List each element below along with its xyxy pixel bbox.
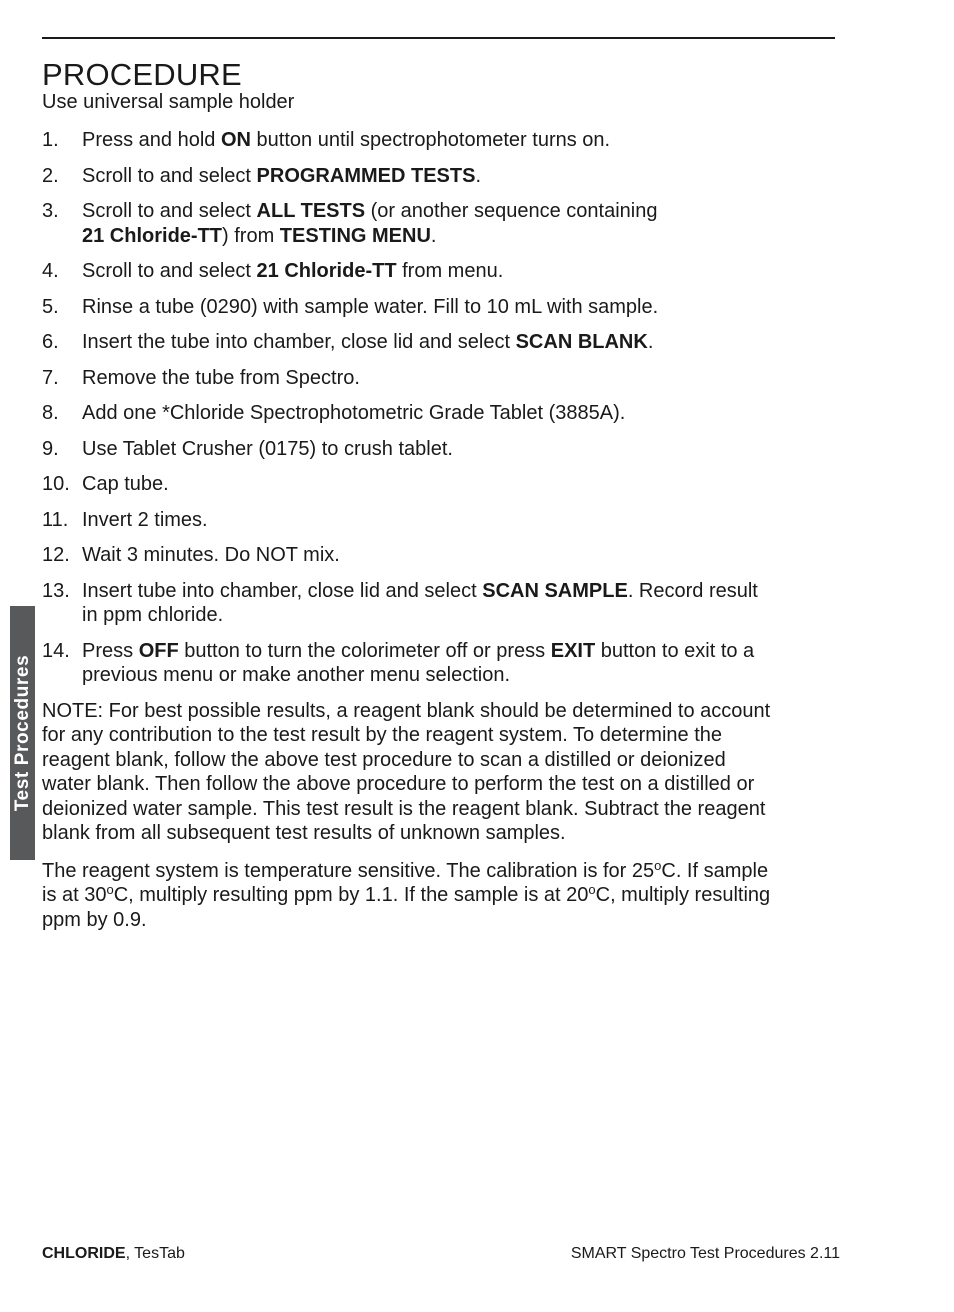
degree-mark: o <box>588 882 596 898</box>
procedure-steps <box>42 128 842 699</box>
step-text: Insert the tube into chamber, close lid and select <box>82 331 516 353</box>
step-number: 9. <box>42 437 59 460</box>
procedure-step <box>42 401 842 426</box>
procedure-step <box>42 199 842 248</box>
note-line: deionized water sample. This test result is the reagent blank. Subtract the reagent <box>42 797 766 820</box>
step-keyword: 21 Chloride-TT <box>82 224 223 247</box>
step-number: 10. <box>42 473 70 495</box>
step-number: 5. <box>42 295 59 318</box>
procedure-step <box>42 164 842 189</box>
procedure-step <box>42 508 842 533</box>
procedure-step <box>42 543 842 568</box>
top-rule <box>42 37 835 39</box>
step-number: 13. <box>42 579 70 602</box>
step-text: Scroll to and select <box>82 200 257 222</box>
step-text: . <box>475 164 481 187</box>
step-number: 6. <box>42 331 59 353</box>
note-line: reagent blank, follow the above test procedure to scan a distilled or deionized <box>42 748 726 771</box>
step-text: Add one *Chloride Spectrophotometric Grade Tablet (3885A). <box>82 402 626 424</box>
procedure-step <box>42 295 842 320</box>
step-text: Wait 3 minutes. Do NOT mix. <box>82 544 340 566</box>
procedure-step <box>42 330 842 355</box>
step-number: 12. <box>42 544 70 566</box>
step-number: 1. <box>42 129 59 151</box>
step-number: 3. <box>42 200 59 222</box>
step-text: Insert tube into chamber, close lid and select <box>82 579 483 602</box>
degree-mark: o <box>106 882 114 898</box>
step-text: in ppm chloride. <box>82 604 224 626</box>
step-text: Invert 2 times. <box>82 508 208 531</box>
procedure-step <box>42 366 842 391</box>
step-keyword: 21 Chloride-TT <box>256 260 397 282</box>
step-text: button to turn the colorimeter off or press <box>178 639 551 662</box>
intro-text: Use universal sample holder <box>42 91 295 113</box>
step-text: from menu. <box>396 260 504 282</box>
step-keyword: EXIT <box>550 639 596 662</box>
note-line: blank from all subsequent test results of unknown samples. <box>42 822 566 845</box>
section-side-tab <box>10 606 35 860</box>
step-number: 14. <box>42 639 70 662</box>
procedure-step <box>42 639 842 688</box>
step-keyword: TESTING MENU <box>279 224 431 247</box>
side-tab-label: Test Procedures <box>11 654 33 812</box>
step-keyword: SCAN BLANK <box>515 331 648 353</box>
step-text: Press <box>82 639 139 662</box>
step-text: Cap tube. <box>82 473 169 495</box>
procedure-step <box>42 128 842 153</box>
footer-test-name: CHLORIDE, TesTab <box>42 1245 185 1262</box>
step-text: (or another sequence containing <box>365 200 658 222</box>
step-number: 2. <box>42 164 59 187</box>
step-number: 4. <box>42 260 59 282</box>
procedure-step <box>42 437 842 462</box>
procedure-step <box>42 579 842 628</box>
step-keyword: PROGRAMMED TESTS <box>256 164 476 187</box>
step-text: Use Tablet Crusher (0175) to crush tablet. <box>82 437 453 460</box>
step-keyword: ALL TESTS <box>256 200 366 222</box>
step-number: 8. <box>42 402 59 424</box>
step-text: button until spectrophotometer turns on. <box>250 129 611 151</box>
step-text: Scroll to and select <box>82 260 257 282</box>
footer-page-label: SMART Spectro Test Procedures 2.11 <box>570 1245 840 1262</box>
step-text: . Record result <box>627 579 758 602</box>
step-keyword: ON <box>220 129 251 151</box>
step-text: . <box>430 224 437 247</box>
temperature-note: The reagent system is temperature sensitive. The calibration is for 25$^o$C. If sample is at 30$^o$C, multiply resulting ppm by 1.1. If the sample is at 20$^o$C, multiply resulting ppm by 0.9. <box>42 858 771 931</box>
note-line: for any contribution to the test result by the reagent system. To determine the <box>42 724 722 747</box>
step-text: . <box>647 331 654 353</box>
reagent-blank-note <box>42 699 842 845</box>
page-title: PROCEDURE <box>42 56 242 92</box>
step-text: Press and hold <box>82 129 221 151</box>
procedure-step <box>42 472 842 497</box>
step-number: 11. <box>42 508 69 531</box>
degree-mark: o <box>654 858 662 873</box>
note-line: NOTE: For best possible results, a reagent blank should be determined to account <box>42 700 771 722</box>
step-text: button to exit to a <box>595 639 755 662</box>
step-text: Scroll to and select <box>82 164 257 187</box>
step-keyword: SCAN SAMPLE <box>482 579 628 602</box>
step-text: ) from <box>222 224 280 247</box>
step-text: previous menu or make another menu selection. <box>82 664 511 686</box>
step-number: 7. <box>42 366 59 389</box>
step-keyword: OFF <box>138 639 179 662</box>
procedure-step <box>42 259 842 284</box>
step-text: Remove the tube from Spectro. <box>82 366 360 389</box>
note-line: water blank. Then follow the above procedure to perform the test on a distilled or <box>42 773 755 796</box>
step-text: Rinse a tube (0290) with sample water. Fill to 10 mL with sample. <box>82 295 659 318</box>
